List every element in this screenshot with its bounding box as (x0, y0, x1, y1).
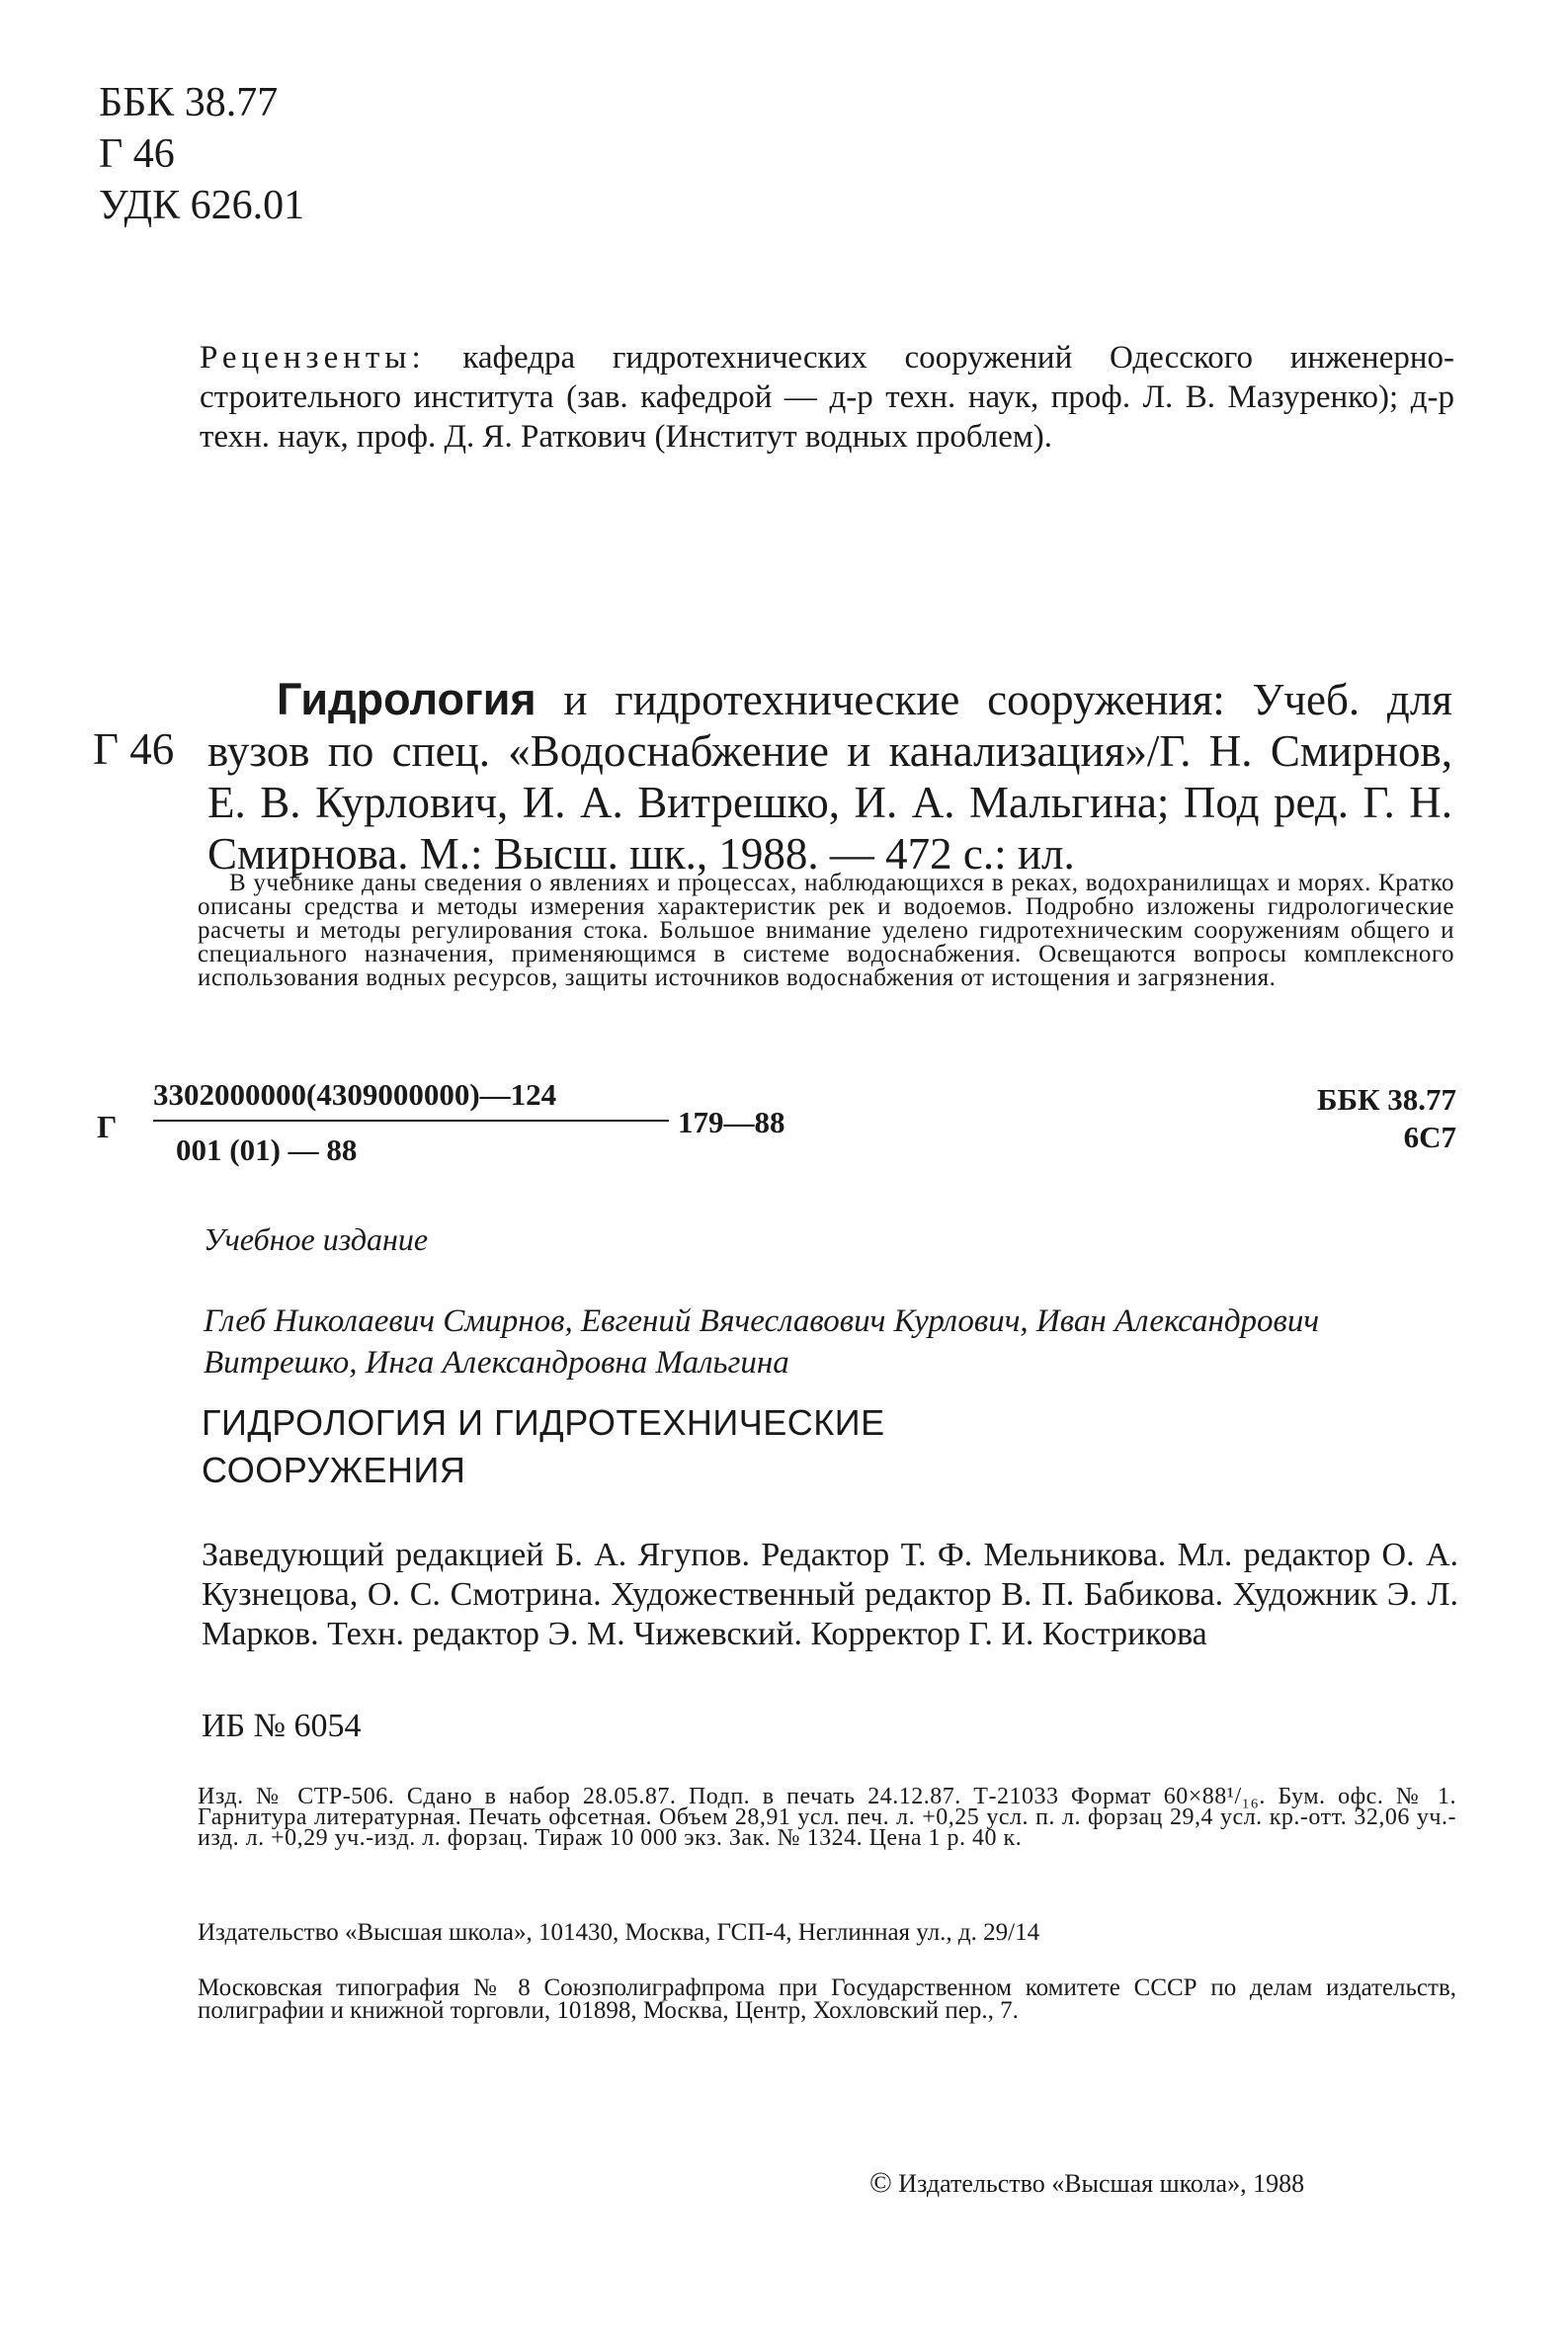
index-denominator: 001 (01) — 88 (176, 1132, 358, 1167)
biblio-author-mark: Г 46 (93, 724, 175, 774)
reviewers-text: кафедра гидротехнических сооружений Одесского инженерно-строительного института (зав. кафедрой — д-р техн. наук, проф. Л. В. Мазуренко); д-р техн. наук, проф. Д. Я. Раткович (Институт водных проблем). (200, 340, 1454, 455)
reviewers-block (200, 338, 1454, 457)
authors-full: Глеб Николаевич Смирнов, Евгений Вячеславович Курлович, Иван Александрович Витрешко, Инга Александровна Мальгина (204, 1303, 1320, 1381)
biblio-title: Гидрология (277, 674, 536, 724)
publisher-address: Издательство «Высшая школа», 101430, Москва, ГСП-4, Неглинная ул., д. 29/14 (198, 1919, 1040, 1946)
abstract-text: В учебнике даны сведения о явлениях и процессах, наблюдающихся в реках, водохранилищах и морях. Кратко описаны средства и методы измерения характеристик рек и водоемов. Подробно изложены гидрологические расчеты и методы регулирования стока. Большое внимание уделено гидротехническим сооружениям общего и специального назначения, применяющимся в системе водоснабжения. Освещаются вопросы комплексного использования водных ресурсов, защиты источников водоснабжения от истощения и загрязнения. (198, 870, 1454, 991)
fraction-line (153, 1120, 669, 1122)
title-caps (202, 1399, 885, 1494)
bbk-block (1280, 1081, 1456, 1156)
index-right: 179—88 (678, 1105, 785, 1139)
bbk-code: ББК 38.77 (99, 80, 279, 126)
bibliographic-record (207, 674, 1452, 880)
bbk-code-2: ББК 38.77 (1317, 1082, 1456, 1117)
title-line-2: СООРУЖЕНИЯ (202, 1450, 466, 1490)
author-mark: Г 46 (99, 131, 175, 177)
copyright-icon: © (869, 2166, 892, 2199)
editorial-staff: Заведующий редакцией Б. А. Ягупов. Редактор Т. Ф. Мельникова. Мл. редактор О. А. Кузнецова, О. С. Смотрина. Художественный редактор В. П. Бабикова. Художник Э. Л. Марков. Техн. редактор Э. М. Чижевский. Корректор Г. И. Кострикова (202, 1537, 1458, 1652)
title-line-1: ГИДРОЛОГИЯ И ГИДРОТЕХНИЧЕСКИЕ (202, 1402, 885, 1443)
reviewers-label: Рецензенты: (200, 340, 426, 376)
biblio-text: и гидротехнические сооружения: Учеб. для вузов по спец. «Водоснабжение и канализация»/Г. Н. Смирнов, Е. В. Курлович, И. А. Витрешко, И. А. Мальгина; Под ред. Г. Н. Смирнова. М.: Высш. шк., 1988. — 472 с.: ил. (207, 675, 1452, 879)
imprint-details: Изд. № СТР-506. Сдано в набор 28.05.87. Подп. в печать 24.12.87. Т-21033 Формат 60×88¹/₁₆. Бум. офс. № 1. Гарнитура литературная. Печать офсетная. Объем 28,91 усл. печ. л. +0,25 усл. п. л. форзац 29,4 усл. кр.-отт. 32,06 уч.-изд. л. +0,29 уч.-изд. л. форзац. Тираж 10 000 экз. Зак. № 1324. Цена 1 р. 40 к. (198, 1784, 1456, 1851)
udk-code: УДК 626.01 (99, 183, 305, 228)
classification-codes (99, 77, 304, 231)
printer-info: Московская типография № 8 Союзполиграфпрома при Государственном комитете СССР по делам издательств, полиграфии и книжной торговли, 101898, Москва, Центр, Хохловский пер., 7. (198, 1974, 1456, 2024)
edition-type: Учебное издание (204, 1221, 429, 1257)
index-numerator: 3302000000(4309000000)—124 (153, 1077, 557, 1112)
copyright-line (869, 2166, 1304, 2200)
copyright-text: Издательство «Высшая школа», 1988 (898, 2169, 1305, 2198)
bbk-sub: 6С7 (1403, 1120, 1456, 1154)
ib-number: ИБ № 6054 (202, 1708, 362, 1744)
abstract (198, 872, 1454, 990)
index-prefix: Г (97, 1109, 118, 1144)
